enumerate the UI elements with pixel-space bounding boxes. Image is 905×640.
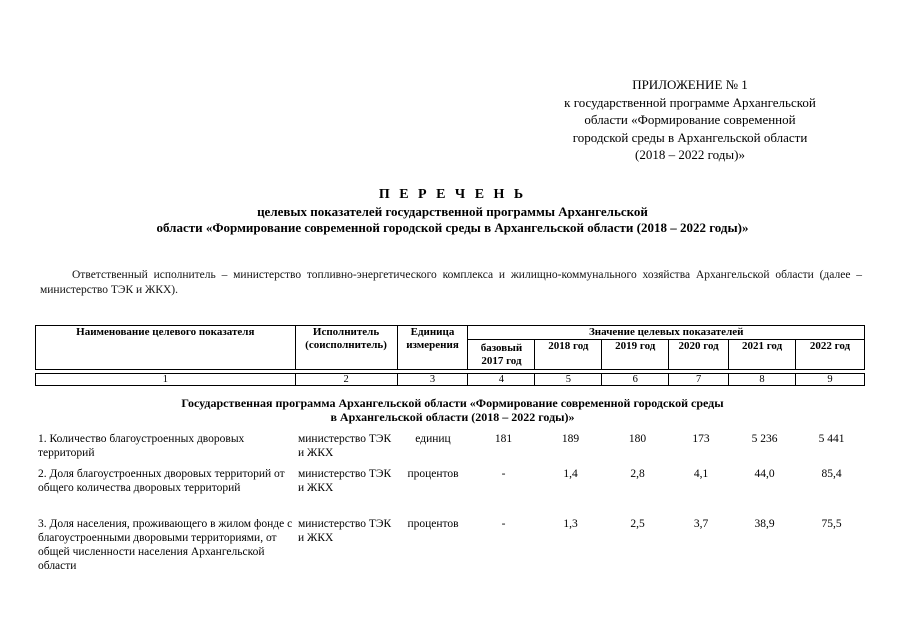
appendix-line: к государственной программе Архангельской — [564, 94, 816, 110]
column-number: 4 — [468, 374, 535, 386]
value-2019: 2,5 — [630, 518, 645, 530]
column-number: 6 — [602, 374, 669, 386]
header-year: 2021 год — [729, 340, 796, 370]
value-2022: 5 441 — [818, 433, 845, 445]
value-2018: 1,4 — [563, 468, 578, 480]
appendix-line: (2018 – 2022 годы)» — [635, 147, 745, 162]
section-title-line1: Государственная программа Архангельской области «Формирование современной городской среды — [181, 396, 724, 410]
header-name: Наименование целевого показателя — [36, 326, 296, 370]
program-section-title — [40, 396, 865, 424]
header-year: 2019 год — [602, 340, 669, 370]
value-base: - — [501, 518, 506, 530]
header-unit: Единица измерения — [397, 326, 468, 370]
indicator-unit: процентов — [407, 518, 459, 530]
header-year: 2020 год — [669, 340, 729, 370]
value-2020: 3,7 — [693, 518, 709, 530]
header-base-year: базовый 2017 год — [468, 340, 535, 370]
responsible-executor-text: Ответственный исполнитель – министерство топливно-энергетического комплекса и жилищно-коммунального хозяйства Архангельской области (далее – министерство ТЭК и ЖКХ). — [40, 269, 862, 296]
document-title: П Е Р Е Ч Е Н Ь — [378, 187, 527, 202]
value-2022: 85,4 — [821, 468, 842, 480]
column-number: 2 — [295, 374, 397, 386]
appendix-number: ПРИЛОЖЕНИЕ № 1 — [632, 77, 748, 92]
value-2022: 75,5 — [821, 518, 842, 530]
indicator-unit: процентов — [407, 468, 459, 480]
indicator-name: 2. Доля благоустроенных дворовых территорий от общего количества дворовых территорий — [38, 468, 285, 494]
indicator-name: 1. Количество благоустроенных дворовых территорий — [38, 433, 245, 459]
column-number: 7 — [669, 374, 729, 386]
value-2019: 2,8 — [630, 468, 645, 480]
value-2021: 38,9 — [754, 518, 775, 530]
column-number: 3 — [397, 374, 468, 386]
document-heading — [40, 187, 865, 237]
appendix-block — [520, 76, 860, 164]
header-values-group: Значение целевых показателей — [468, 326, 865, 340]
value-2021: 5 236 — [751, 433, 778, 445]
value-2019: 180 — [628, 433, 647, 445]
appendix-line: области «Формирование современной — [584, 112, 796, 127]
document-subtitle-line1: целевых показателей государственной программы Архангельской — [257, 203, 648, 219]
indicator-executor: министерство ТЭК и ЖКХ — [298, 518, 392, 544]
value-2020: 173 — [692, 433, 710, 445]
column-number: 1 — [36, 374, 296, 386]
indicator-executor: министерство ТЭК и ЖКХ — [298, 468, 392, 494]
value-2018: 189 — [561, 433, 580, 445]
column-numbers-row — [35, 373, 865, 386]
indicators-table-header — [35, 325, 865, 370]
indicator-executor: министерство ТЭК и ЖКХ — [298, 433, 392, 459]
header-year: 2018 год — [535, 340, 602, 370]
indicator-unit: единиц — [415, 433, 451, 445]
column-number: 8 — [729, 374, 796, 386]
value-2021: 44,0 — [754, 468, 775, 480]
appendix-line: городской среды в Архангельской области — [572, 129, 808, 145]
indicator-name: 3. Доля населения, проживающего в жилом фонде с благоустроенными дворовыми территориями, от общей численности населения Архангельской области — [38, 518, 293, 572]
section-title-line2: в Архангельской области (2018 – 2022 годы)» — [330, 410, 575, 424]
value-base: - — [501, 468, 506, 480]
document-subtitle-line2: области «Формирование современной городской среды в Архангельской области (2018 – 2022 годы)» — [156, 220, 749, 235]
column-number: 9 — [796, 374, 865, 386]
column-number: 5 — [535, 374, 602, 386]
header-executor: Исполнитель (соисполнитель) — [295, 326, 397, 370]
header-year: 2022 год — [796, 340, 865, 370]
value-2018: 1,3 — [563, 518, 578, 530]
value-2020: 4,1 — [693, 468, 709, 480]
value-base: 181 — [494, 433, 513, 445]
